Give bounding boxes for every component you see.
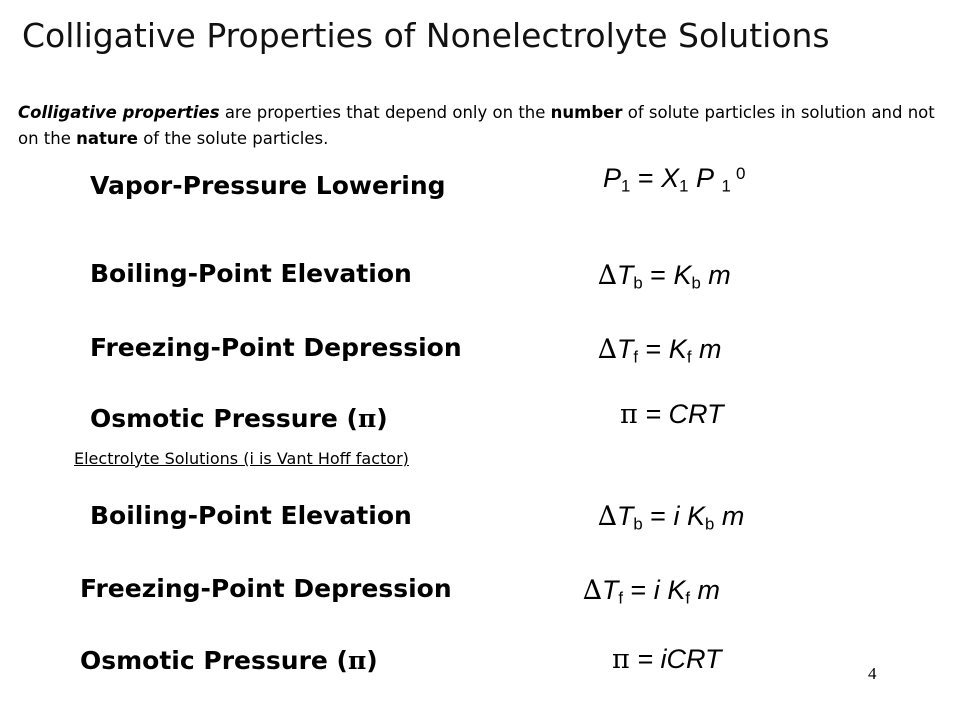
eq-equals: = bbox=[638, 334, 669, 364]
freezing-point-equation bbox=[598, 334, 721, 368]
intro-emph-number: number bbox=[550, 103, 623, 122]
eq-var-k: K bbox=[686, 501, 705, 531]
eq-equals: = bbox=[630, 163, 662, 193]
eq-rhs: = iCRT bbox=[629, 644, 722, 674]
page-number: 4 bbox=[868, 664, 877, 683]
delta-symbol: ∆ bbox=[598, 260, 617, 291]
eq-sub: b bbox=[704, 514, 715, 534]
pi-symbol: π bbox=[612, 644, 630, 675]
eq-var-p: P bbox=[695, 163, 714, 193]
intro-text-2: of solute particles in solution and not on the bbox=[18, 103, 935, 148]
osmotic-label-text: Osmotic Pressure ( bbox=[90, 404, 358, 433]
electrolyte-freezing-point-label: Freezing-Point Depression bbox=[80, 574, 452, 603]
vapor-pressure-equation bbox=[603, 163, 731, 197]
eq-sub: 1 bbox=[679, 176, 689, 196]
eq-sub: b bbox=[691, 273, 701, 293]
eq-equals: = bbox=[642, 501, 674, 531]
pi-symbol: π bbox=[620, 399, 638, 430]
eq-var-m: m bbox=[708, 260, 731, 290]
eq-sub: b bbox=[633, 514, 643, 534]
eq-sub: 1 bbox=[621, 176, 631, 196]
eq-sub: f bbox=[618, 588, 624, 608]
delta-symbol: ∆ bbox=[598, 501, 617, 532]
eq-equals: = bbox=[623, 575, 654, 605]
eq-var-m: m bbox=[698, 334, 722, 364]
boiling-point-label: Boiling-Point Elevation bbox=[90, 259, 412, 288]
osmotic-label-close: ) bbox=[366, 646, 378, 675]
osmotic-label-text: Osmotic Pressure ( bbox=[80, 646, 348, 675]
eq-var-i: i bbox=[653, 575, 660, 605]
electrolyte-boiling-point-equation bbox=[598, 501, 744, 535]
boiling-point-equation bbox=[598, 260, 731, 294]
electrolyte-osmotic-pressure-equation bbox=[612, 644, 722, 675]
intro-term: Colligative properties bbox=[18, 103, 220, 122]
pi-symbol: π bbox=[347, 646, 367, 675]
intro-text-1: are properties that depend only on the bbox=[219, 103, 551, 122]
eq-sub: 1 bbox=[721, 176, 731, 196]
electrolyte-boiling-point-label: Boiling-Point Elevation bbox=[90, 501, 412, 530]
eq-var-p1: P bbox=[603, 163, 622, 193]
eq-var-t: T bbox=[616, 260, 634, 290]
electrolyte-heading: Electrolyte Solutions (i is Vant Hoff factor) bbox=[74, 449, 409, 468]
eq-var-k: K bbox=[668, 334, 687, 364]
freezing-point-label: Freezing-Point Depression bbox=[90, 333, 462, 362]
eq-rhs: = CRT bbox=[637, 399, 724, 429]
slide-title: Colligative Properties of Nonelectrolyte Solutions bbox=[22, 16, 830, 55]
eq-var-t: T bbox=[616, 501, 634, 531]
eq-var-t: T bbox=[601, 575, 619, 605]
eq-var-k: K bbox=[667, 575, 686, 605]
vapor-pressure-label: Vapor-Pressure Lowering bbox=[90, 171, 446, 200]
delta-symbol: ∆ bbox=[598, 334, 617, 365]
eq-var-x1: X bbox=[661, 163, 680, 193]
eq-sub: f bbox=[633, 347, 639, 367]
pi-symbol: π bbox=[357, 404, 377, 433]
eq-var-i: i bbox=[673, 501, 680, 531]
osmotic-label-close: ) bbox=[376, 404, 388, 433]
intro-emph-nature: nature bbox=[76, 129, 138, 148]
eq-equals: = bbox=[642, 260, 674, 290]
eq-var-m: m bbox=[721, 501, 745, 531]
eq-var-m: m bbox=[697, 575, 720, 605]
intro-paragraph bbox=[18, 100, 938, 152]
eq-sub: f bbox=[686, 347, 692, 367]
osmotic-pressure-equation bbox=[620, 399, 724, 430]
intro-text-3: of the solute particles. bbox=[137, 129, 329, 148]
electrolyte-osmotic-pressure-label bbox=[80, 646, 378, 675]
electrolyte-freezing-point-equation bbox=[583, 575, 720, 609]
delta-symbol: ∆ bbox=[583, 575, 602, 606]
eq-sub: f bbox=[685, 588, 690, 608]
vapor-pressure-superscript: 0 bbox=[736, 164, 746, 183]
osmotic-pressure-label bbox=[90, 404, 388, 433]
eq-sub: b bbox=[633, 273, 643, 293]
eq-var-k: K bbox=[673, 260, 692, 290]
eq-var-t: T bbox=[616, 334, 634, 364]
